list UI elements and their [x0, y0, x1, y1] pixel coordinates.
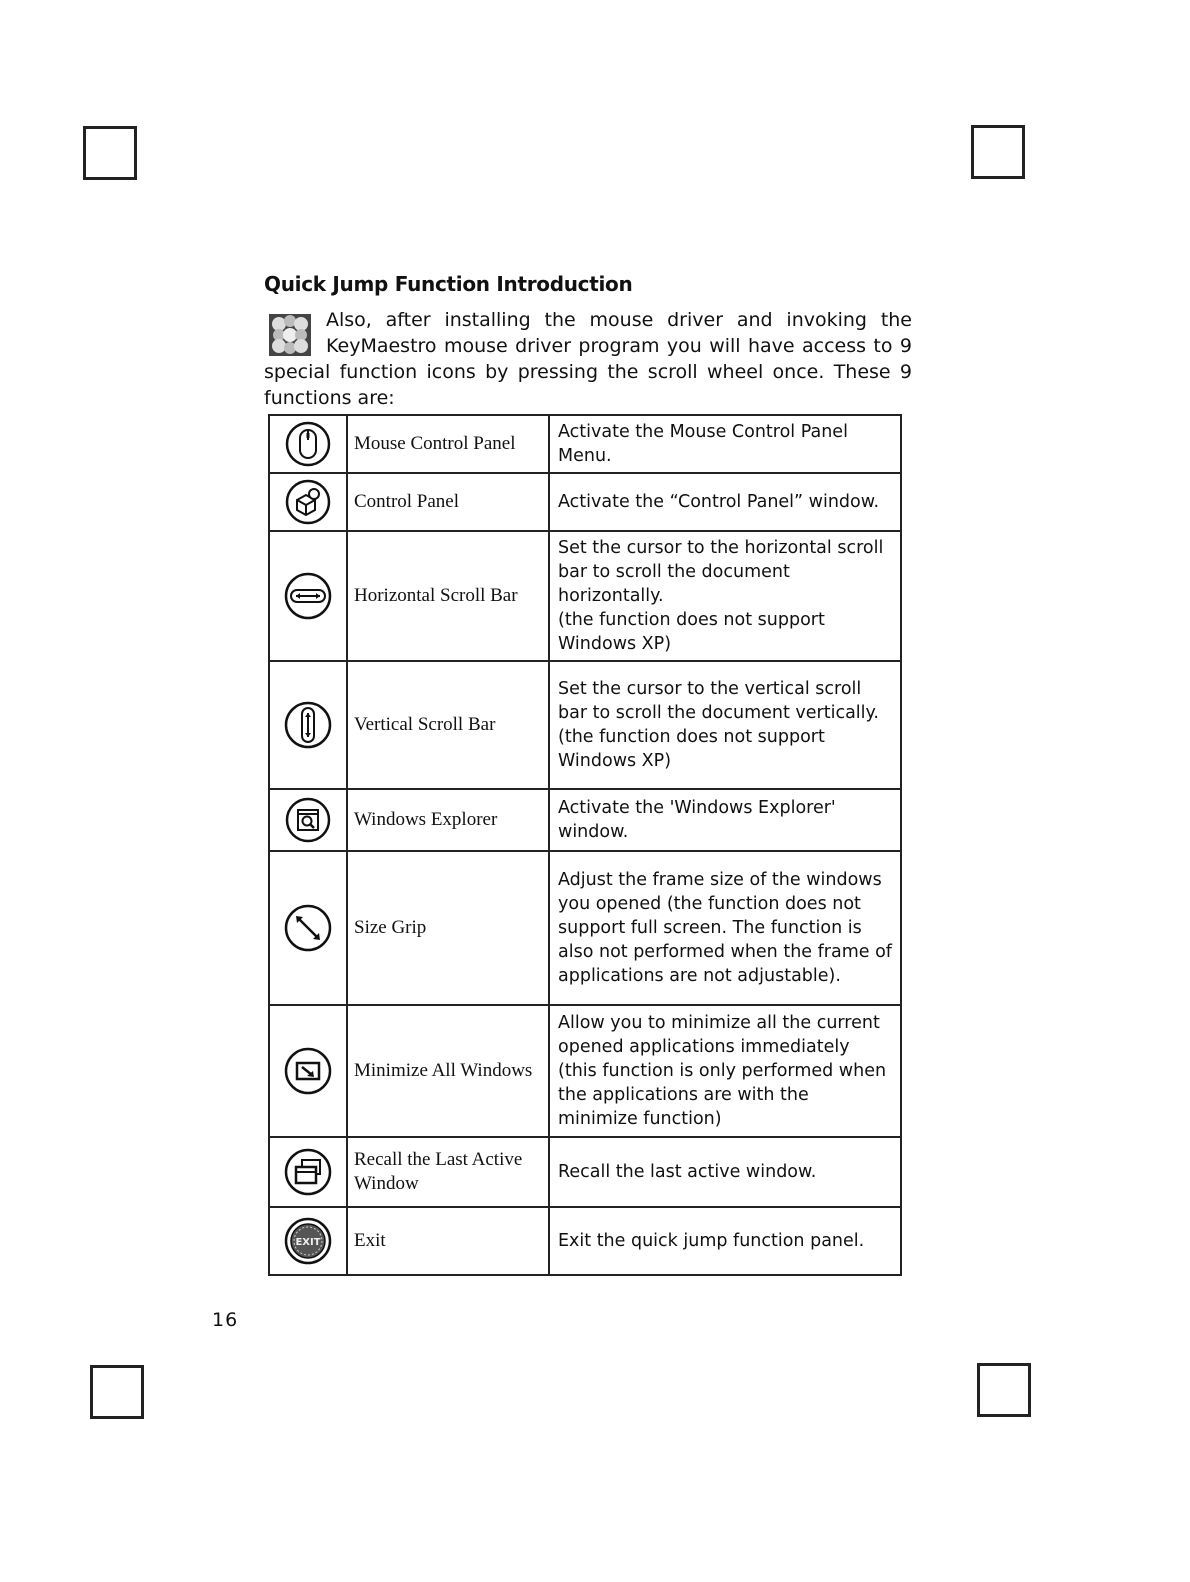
function-description: Exit the quick jump function panel.: [549, 1207, 901, 1275]
windows-explorer-icon: [284, 796, 332, 844]
quick-jump-panel-icon: [268, 313, 312, 357]
mouse-icon: [284, 420, 332, 468]
table-row: [269, 1005, 901, 1137]
corner-crop-mark-bottom-right: [977, 1363, 1031, 1417]
page-number: 16: [212, 1309, 239, 1331]
function-description: Set the cursor to the horizontal scroll bar to scroll the document horizontally.: [558, 538, 884, 606]
function-name: Vertical Scroll Bar: [347, 661, 549, 789]
table-row: [269, 851, 901, 1005]
recall-window-icon: [283, 1147, 333, 1197]
function-description: Recall the last active window.: [549, 1137, 901, 1207]
function-name: Control Panel: [347, 473, 549, 531]
function-name: Horizontal Scroll Bar: [347, 531, 549, 661]
table-row: [269, 1207, 901, 1275]
minimize-all-icon: [283, 1046, 333, 1096]
control-panel-icon: [284, 478, 332, 526]
corner-crop-mark-top-left: [83, 126, 137, 180]
function-description: Allow you to minimize all the current opened applications immediately (this function is only performed when the applications are with the minimize function): [549, 1005, 901, 1137]
exit-icon-label: EXIT: [295, 1237, 321, 1248]
section-title: Quick Jump Function Introduction: [264, 272, 633, 296]
table-row: [269, 531, 901, 661]
function-description: Activate the 'Windows Explorer' window.: [549, 789, 901, 851]
function-name: Size Grip: [347, 851, 549, 1005]
function-description: Adjust the frame size of the windows you opened (the function does not support full screen. The function is also not performed when the frame of applications are not adjustable).: [549, 851, 901, 1005]
function-note: (the function does not support Windows XP): [558, 610, 825, 654]
function-description: Set the cursor to the vertical scroll bar to scroll the document vertically.: [558, 679, 879, 723]
table-row: [269, 415, 901, 473]
functions-table: [268, 414, 902, 1276]
table-row: [269, 1137, 901, 1207]
intro-text: Also, after installing the mouse driver and invoking the KeyMaestro mouse driver program you will have access to 9 special function icons by pressing the scroll wheel once. These 9 functions are:: [264, 309, 912, 409]
function-note: (the function does not support Windows XP): [558, 727, 825, 771]
table-row: [269, 473, 901, 531]
corner-crop-mark-bottom-left: [90, 1365, 144, 1419]
table-row: [269, 789, 901, 851]
function-description: Activate the Mouse Control Panel Menu.: [549, 415, 901, 473]
function-name: Exit: [347, 1207, 549, 1275]
horizontal-scroll-icon: [283, 571, 333, 621]
function-name: Mouse Control Panel: [347, 415, 549, 473]
vertical-scroll-icon: [283, 700, 333, 750]
function-name: Minimize All Windows: [347, 1005, 549, 1137]
intro-paragraph: [264, 307, 912, 411]
table-row: [269, 661, 901, 789]
size-grip-icon: [283, 903, 333, 953]
function-description: Activate the “Control Panel” window.: [549, 473, 901, 531]
corner-crop-mark-top-right: [971, 125, 1025, 179]
function-name: Windows Explorer: [347, 789, 549, 851]
exit-icon: [283, 1216, 333, 1266]
function-name: Recall the Last Active Window: [347, 1137, 549, 1207]
